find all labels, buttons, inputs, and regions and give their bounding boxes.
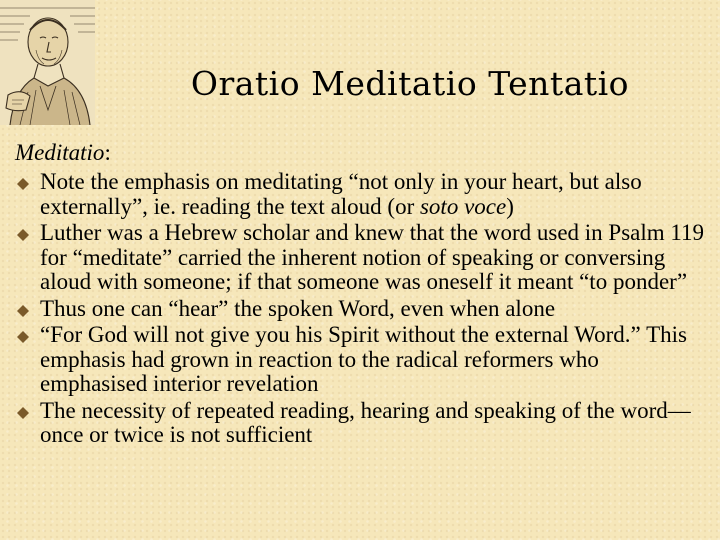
bullet-item (15, 399, 705, 448)
bullet-item (15, 221, 705, 295)
bullet-text-suffix: ) (506, 193, 514, 219)
bullet-item (15, 297, 705, 322)
bullet-text: The necessity of repeated reading, hearing and speaking of the word—once or twice is not sufficient (40, 397, 691, 447)
bullet-text: Thus one can “hear” the spoken Word, even when alone (40, 295, 556, 321)
section-heading-colon: : (104, 140, 111, 165)
slide-title: Oratio Meditatio Tentatio (190, 64, 630, 104)
bullet-item (15, 323, 705, 397)
diamond-bullet-icon (17, 178, 29, 190)
bullet-item (15, 170, 705, 219)
section-heading-text: Meditatio (15, 140, 105, 165)
bullet-text: Luther was a Hebrew scholar and knew that the word used in Psalm 119 for “meditate” carried the inherent notion of speaking or conversing aloud with someone; if that someone was oneself it meant “to ponder” (40, 220, 705, 294)
diamond-bullet-icon (17, 229, 29, 241)
bullet-text-emphasis: soto voce (419, 193, 507, 219)
diamond-bullet-icon (17, 305, 29, 317)
diamond-bullet-icon (17, 331, 29, 343)
diamond-bullet-icon (17, 407, 29, 419)
bullet-text: Note the emphasis on meditating “not only in your heart, but also externally”, ie. reading the text aloud (or (40, 169, 642, 219)
bullet-list (15, 170, 705, 450)
luther-portrait-image (0, 0, 95, 125)
bullet-text: “For God will not give you his Spirit without the external Word.” This emphasis had grown in reaction to the radical reformers who emphasised interior revelation (40, 322, 687, 396)
section-heading (15, 140, 111, 166)
